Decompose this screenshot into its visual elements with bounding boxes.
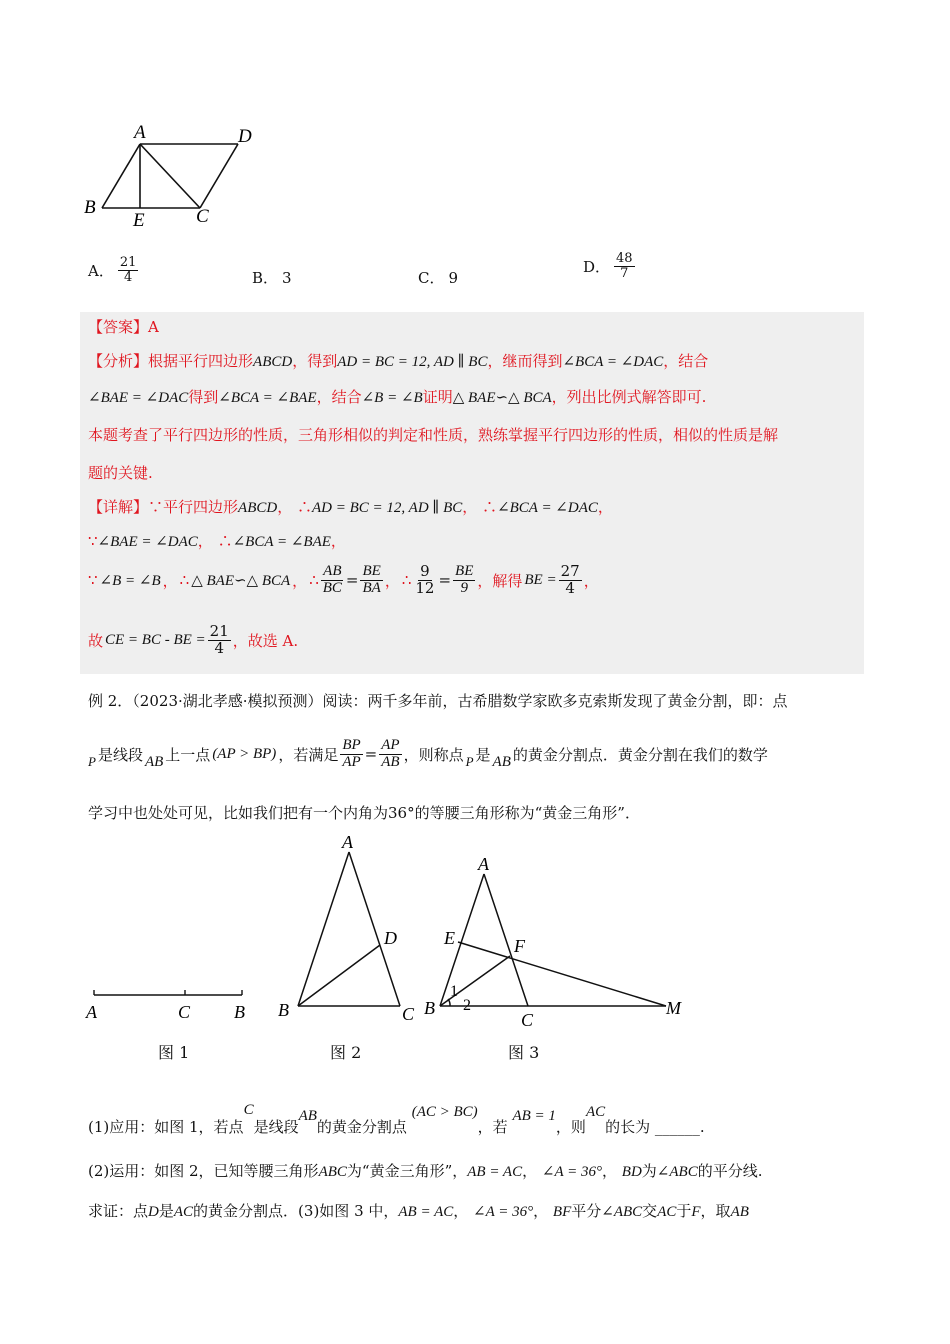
answer-blank: ______.	[654, 1118, 705, 1136]
analysis-line-4: 题的关键.	[88, 464, 153, 482]
fig3-angle-2: 2	[463, 997, 471, 1014]
figure-1-caption: 图 1	[158, 1043, 190, 1062]
analysis-line-3: 本题考查了平行四边形的性质，三角形相似的判定和性质，熟练掌握平行四边形的性质，相似的性质是解	[88, 426, 779, 444]
label-c: C	[196, 206, 209, 227]
frac-27-4: $\frac{27}{4}$	[560, 562, 580, 597]
frac-bp-ap: $\frac{BP}{AP}$	[342, 737, 361, 770]
figure-2-caption: 图 2	[330, 1043, 362, 1062]
frac-21-4: $\frac{21}{4}$	[209, 622, 229, 657]
detail-line-4: 故 CE = BC - BE = $\frac{21}{4}$ ，故选 A.	[88, 622, 299, 657]
fig1-label-c: C	[178, 1002, 191, 1022]
frac-ap-ab: $\frac{AP}{AB}$	[381, 737, 400, 770]
figure-2	[270, 830, 430, 1030]
analysis-line-1: 【分析】根据平行四边形ABCD，得到AD = BC = 12, AD ∥ BC，继而得到∠BCA = ∠DAC，结合	[88, 352, 709, 370]
frac-9-12: $\frac{9}{12}$	[415, 562, 435, 597]
option-d[interactable]: D． $\frac{48}{7}$	[583, 251, 633, 281]
analysis-line-2: ∠BAE = ∠DAC得到∠BCA = ∠BAE，结合∠B = ∠B证明△ BAE∽△ BCA，列出比例式解答即可.	[88, 388, 707, 406]
fig2-label-d: D	[384, 928, 397, 948]
fig2-label-b: B	[278, 1000, 289, 1020]
figure-3-caption: 图 3	[508, 1043, 540, 1062]
fig3-label-a: A	[478, 854, 489, 874]
option-d-fraction: $\frac{48}{7}$	[616, 251, 633, 281]
fig3-label-f: F	[514, 936, 525, 956]
label-a: A	[134, 122, 146, 143]
answer-line: 【答案】A	[88, 318, 159, 336]
frac-ab-bc: $\frac{AB}{BC}$	[322, 563, 342, 596]
detail-line-2: ∵∠BAE = ∠DAC， ∴∠BCA = ∠BAE，	[88, 532, 346, 550]
option-a-fraction: $\frac{21}{4}$	[119, 255, 137, 285]
question-2: (2)运用：如图 2，已知等腰三角形ABC为“黄金三角形”，AB = AC， ∠A = 36°， BD为∠ABC的平分线.	[88, 1162, 763, 1180]
figure-3	[420, 850, 700, 1035]
question-1: (1)应用：如图 1，若点C是线段AB的黄金分割点 (AC > BC)，若 AB = 1，则AC的长为 ______.	[88, 1102, 705, 1136]
example2-line-2: P 是线段 AB 上一点 (AP > BP) ，若满足 $\frac{BP}{AP}$ = $\frac{AP}{AB}$ ，则称点 P 是 AB 的黄金分割点．黄金分割在我们的数学	[88, 737, 768, 770]
example2-line-3: 学习中也处处可见，比如我们把有一个内角为36°的等腰三角形称为“黄金三角形”．	[88, 804, 640, 822]
fig3-label-m: M	[666, 998, 681, 1018]
option-c[interactable]: C． 9	[418, 268, 459, 287]
fig2-label-a: A	[342, 832, 353, 852]
fig1-label-a: A	[86, 1002, 97, 1022]
fig1-label-b: B	[234, 1002, 245, 1022]
fig3-label-b: B	[424, 998, 435, 1018]
example2-line-1: 例 2．（2023·湖北孝感·模拟预测）阅读：两千多年前，古希腊数学家欧多克索斯发现了黄金分割，即：点	[88, 692, 788, 710]
fig2-label-c: C	[402, 1004, 415, 1024]
fig3-angle-1: 1	[450, 983, 458, 1000]
fig3-label-e: E	[444, 928, 455, 948]
label-b: B	[84, 197, 96, 218]
question-3: 求证：点D是AC的黄金分割点．(3)如图 3 中，AB = AC， ∠A = 36°， BF平分∠ABC交AC于F，取AB	[88, 1202, 749, 1220]
frac-be-9: $\frac{BE}{9}$	[455, 563, 474, 596]
label-d: D	[238, 126, 252, 147]
option-a[interactable]: A． $\frac{21}{4}$	[88, 255, 137, 285]
option-b[interactable]: B． 3	[252, 268, 292, 287]
label-e: E	[133, 210, 145, 230]
parallelogram-figure	[80, 120, 270, 230]
fig3-label-c: C	[521, 1010, 534, 1030]
frac-be-ba: $\frac{BE}{BA}$	[362, 563, 381, 596]
detail-line-3: ∵ ∠B = ∠B ， ∴ △ BAE∽△ BCA ， ∴ $\frac{AB}{BC}$ = $\frac{BE}{BA}$ ， ∴ $\frac{9}{12}$ = $\frac{BE}{9}$ ，解得 BE = $\frac{27}{4}$ ，	[88, 562, 599, 597]
detail-line-1: 【详解】∵平行四边形ABCD， ∴AD = BC = 12, AD ∥ BC， ∴∠BCA = ∠DAC，	[88, 498, 613, 516]
